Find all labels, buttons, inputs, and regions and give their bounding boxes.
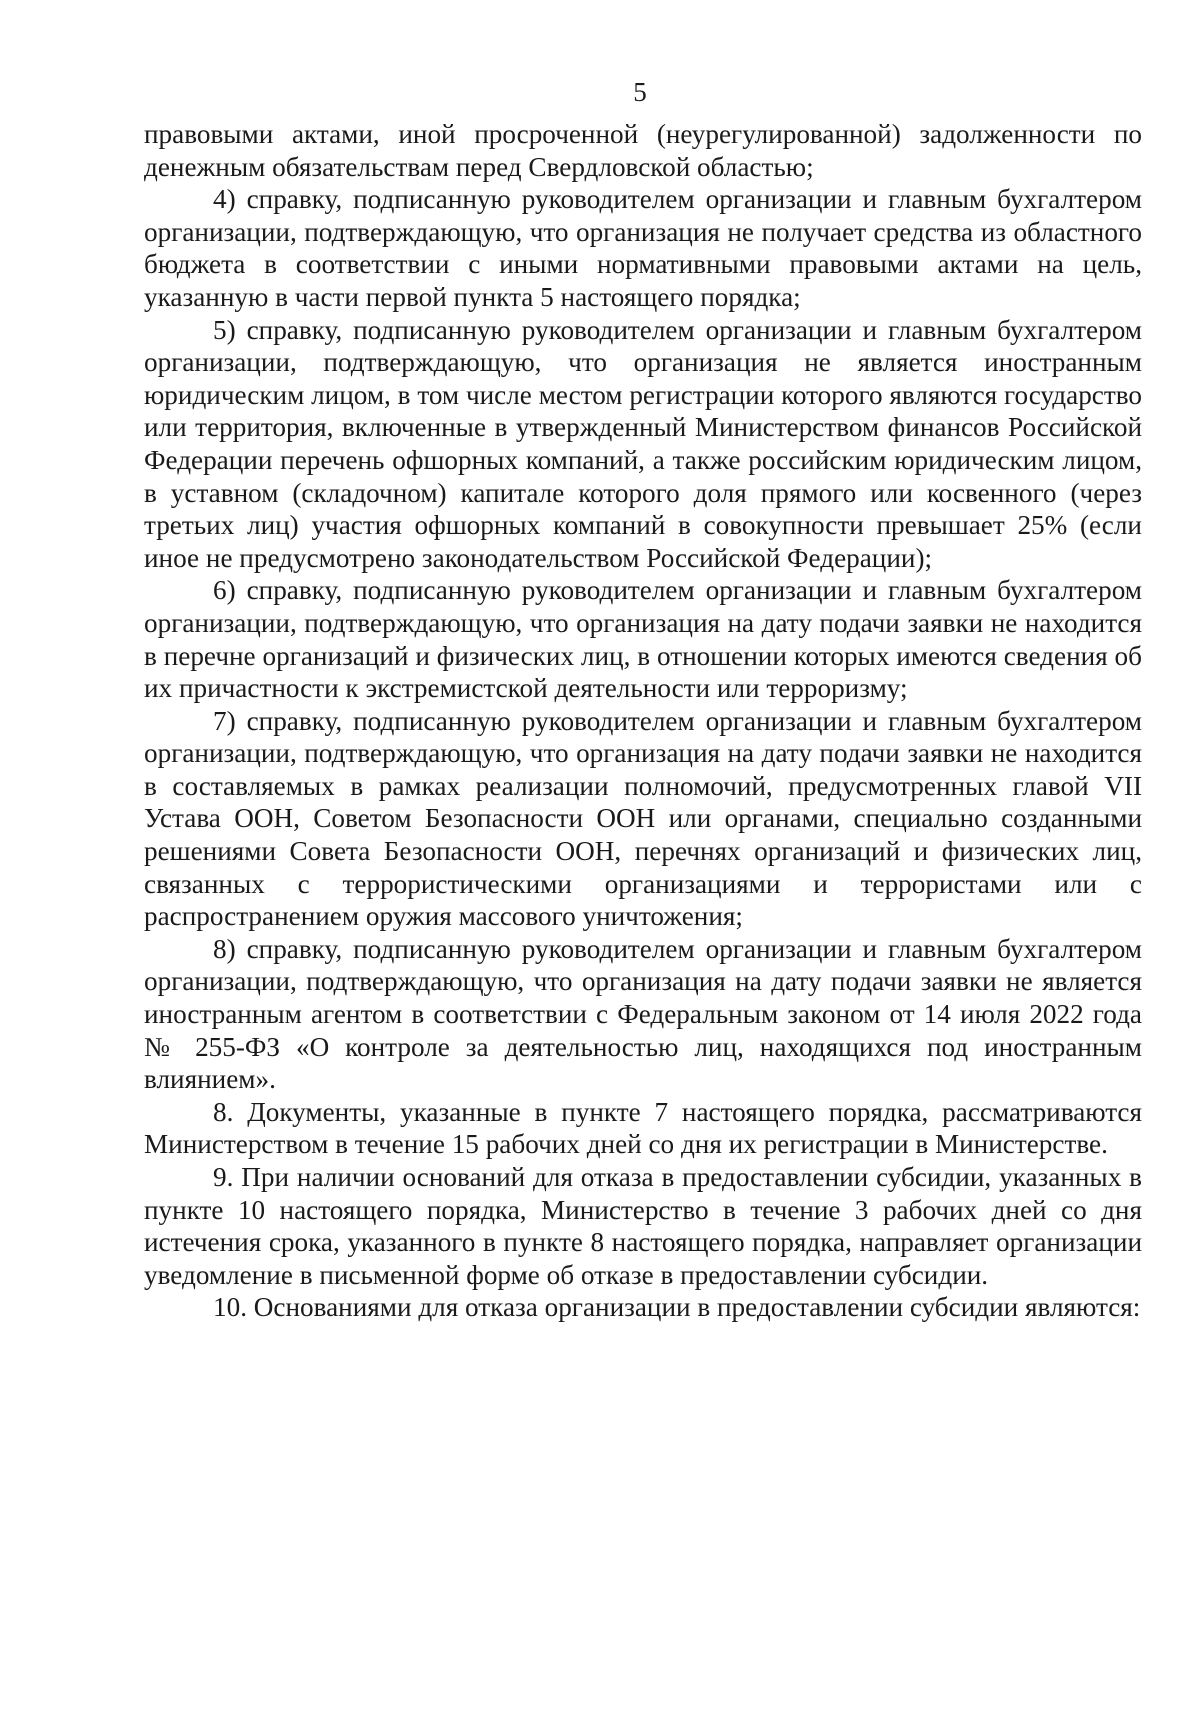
page-number: 5 [633, 77, 647, 107]
paragraph-item-6: 6) справку, подписанную руководителем организации и главным бухгалтером организации, подтверждающую, что организация на дату подачи заявки не находится в перечне организаций и физических лиц, в отношении которых имеются сведения об их причастности к экстремистской деятельности или терроризму; [144, 575, 1142, 704]
paragraph-item-7: 7) справку, подписанную руководителем организации и главным бухгалтером организации, подтверждающую, что организация на дату подачи заявки не находится в составляемых в рамках реализации полномочий, предусмотренных главой VII Устава ООН, Советом Безопасности ООН или органами, специально созданными решениями Совета Безопасности ООН, перечнях организаций и физических лиц, связанных с террористическими организациями и террористами или с распространением оружия массового уничтожения; [144, 705, 1142, 932]
document-body [144, 118, 1142, 1324]
paragraph-clause-9: 9. При наличии оснований для отказа в предоставлении субсидии, указанных в пункте 10 настоящего порядка, Министерство в течение 3 рабочих дней со дня истечения срока, указанного в пункте 8 настоящего порядка, направляет организации уведомление в письменной форме об отказе в предоставлении субсидии. [144, 1162, 1142, 1290]
paragraph-item-4: 4) справку, подписанную руководителем организации и главным бухгалтером организации, подтверждающую, что организация не получает средства из областного бюджета в соответствии с иными нормативными правовыми актами на цель, указанную в части первой пункта 5 настоящего порядка; [144, 184, 1142, 312]
paragraph-clause-8: 8. Документы, указанные в пункте 7 настоящего порядка, рассматриваются Министерством в течение 15 рабочих дней со дня их регистрации в Министерстве. [144, 1096, 1142, 1160]
paragraph-item-5: 5) справку, подписанную руководителем организации и главным бухгалтером организации, подтверждающую, что организация не является иностранным юридическим лицом, в том числе местом регистрации которого являются государство или территория, включенные в утвержденный Министерством финансов Российской Федерации перечень офшорных компаний, а также российским юридическим лицом, в уставном (складочном) капитале которого доля прямого или косвенного (через третьих лиц) участия офшорных компаний в совокупности превышает 25% (если иное не предусмотрено законодательством Российской Федерации); [144, 314, 1142, 573]
paragraph-continuation: правовыми актами, иной просроченной (неурегулированной) задолженности по денежным обязательствам перед Свердловской областью; [144, 119, 1142, 182]
paragraph-item-8: 8) справку, подписанную руководителем организации и главным бухгалтером организации, подтверждающую, что организация на дату подачи заявки не является иностранным агентом в соответствии с Федеральным законом от 14 июля 2022 года № 255-ФЗ «О контроле за деятельностью лиц, находящихся под иностранным влиянием». [144, 933, 1142, 1095]
paragraph-clause-10: 10. Основаниями для отказа организации в предоставлении субсидии являются: [213, 1292, 1141, 1323]
